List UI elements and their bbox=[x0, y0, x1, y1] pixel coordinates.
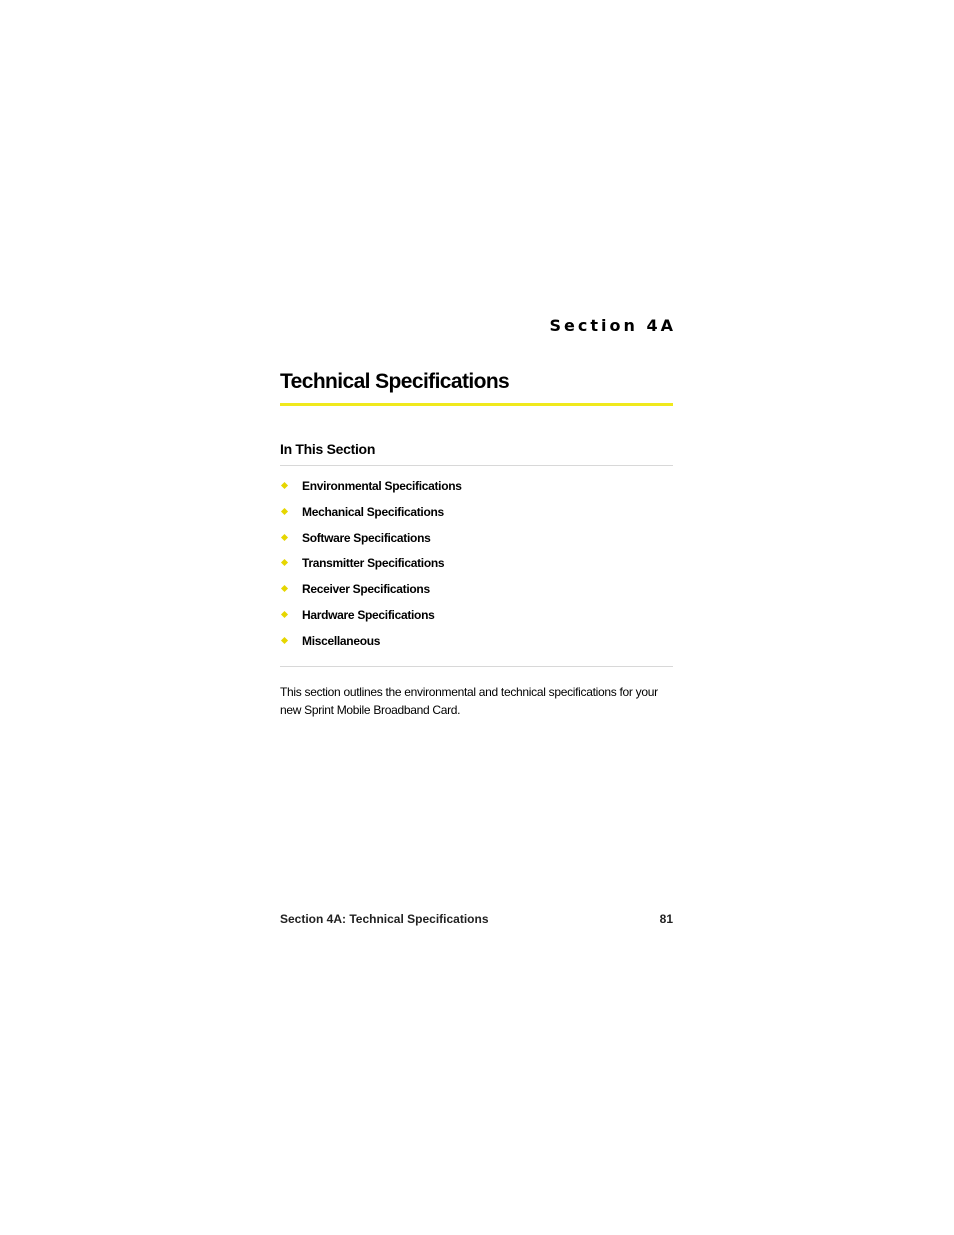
toc-item-receiver[interactable] bbox=[280, 580, 462, 606]
diamond-bullet-icon bbox=[281, 482, 288, 489]
toc-item-label: Miscellaneous bbox=[302, 633, 381, 648]
toc-item-label: Mechanical Specifications bbox=[302, 504, 444, 519]
diamond-bullet-icon bbox=[281, 611, 288, 618]
intro-paragraph: This section outlines the environmental and technical specifications for your new Sprint Mobile Broadband Card. bbox=[280, 685, 658, 717]
footer-running-title: Section 4A: Technical Specifications bbox=[280, 912, 489, 926]
diamond-bullet-icon bbox=[281, 559, 288, 566]
in-this-section-heading: In This Section bbox=[280, 441, 376, 457]
toc-item-software[interactable] bbox=[280, 529, 462, 555]
toc-item-environmental[interactable] bbox=[280, 477, 462, 503]
toc-item-transmitter[interactable] bbox=[280, 554, 462, 580]
diamond-bullet-icon bbox=[281, 585, 288, 592]
toc-item-miscellaneous[interactable] bbox=[280, 632, 462, 658]
footer-page-number: 81 bbox=[659, 912, 673, 926]
toc-item-hardware[interactable] bbox=[280, 606, 462, 632]
page-title: Technical Specifications bbox=[280, 370, 510, 393]
title-rule bbox=[280, 403, 673, 406]
toc-item-label: Transmitter Specifications bbox=[302, 556, 445, 571]
toc-list bbox=[280, 477, 462, 658]
toc-item-label: Software Specifications bbox=[302, 530, 431, 545]
toc-item-label: Hardware Specifications bbox=[302, 607, 435, 622]
toc-top-rule bbox=[280, 465, 673, 466]
toc-item-label: Environmental Specifications bbox=[302, 479, 462, 493]
diamond-bullet-icon bbox=[281, 508, 288, 515]
diamond-bullet-icon bbox=[281, 534, 288, 541]
section-label: Section 4A bbox=[549, 316, 676, 335]
toc-item-label: Receiver Specifications bbox=[302, 582, 430, 597]
toc-bottom-rule bbox=[280, 666, 673, 667]
diamond-bullet-icon bbox=[281, 637, 288, 644]
toc-item-mechanical[interactable] bbox=[280, 503, 462, 529]
